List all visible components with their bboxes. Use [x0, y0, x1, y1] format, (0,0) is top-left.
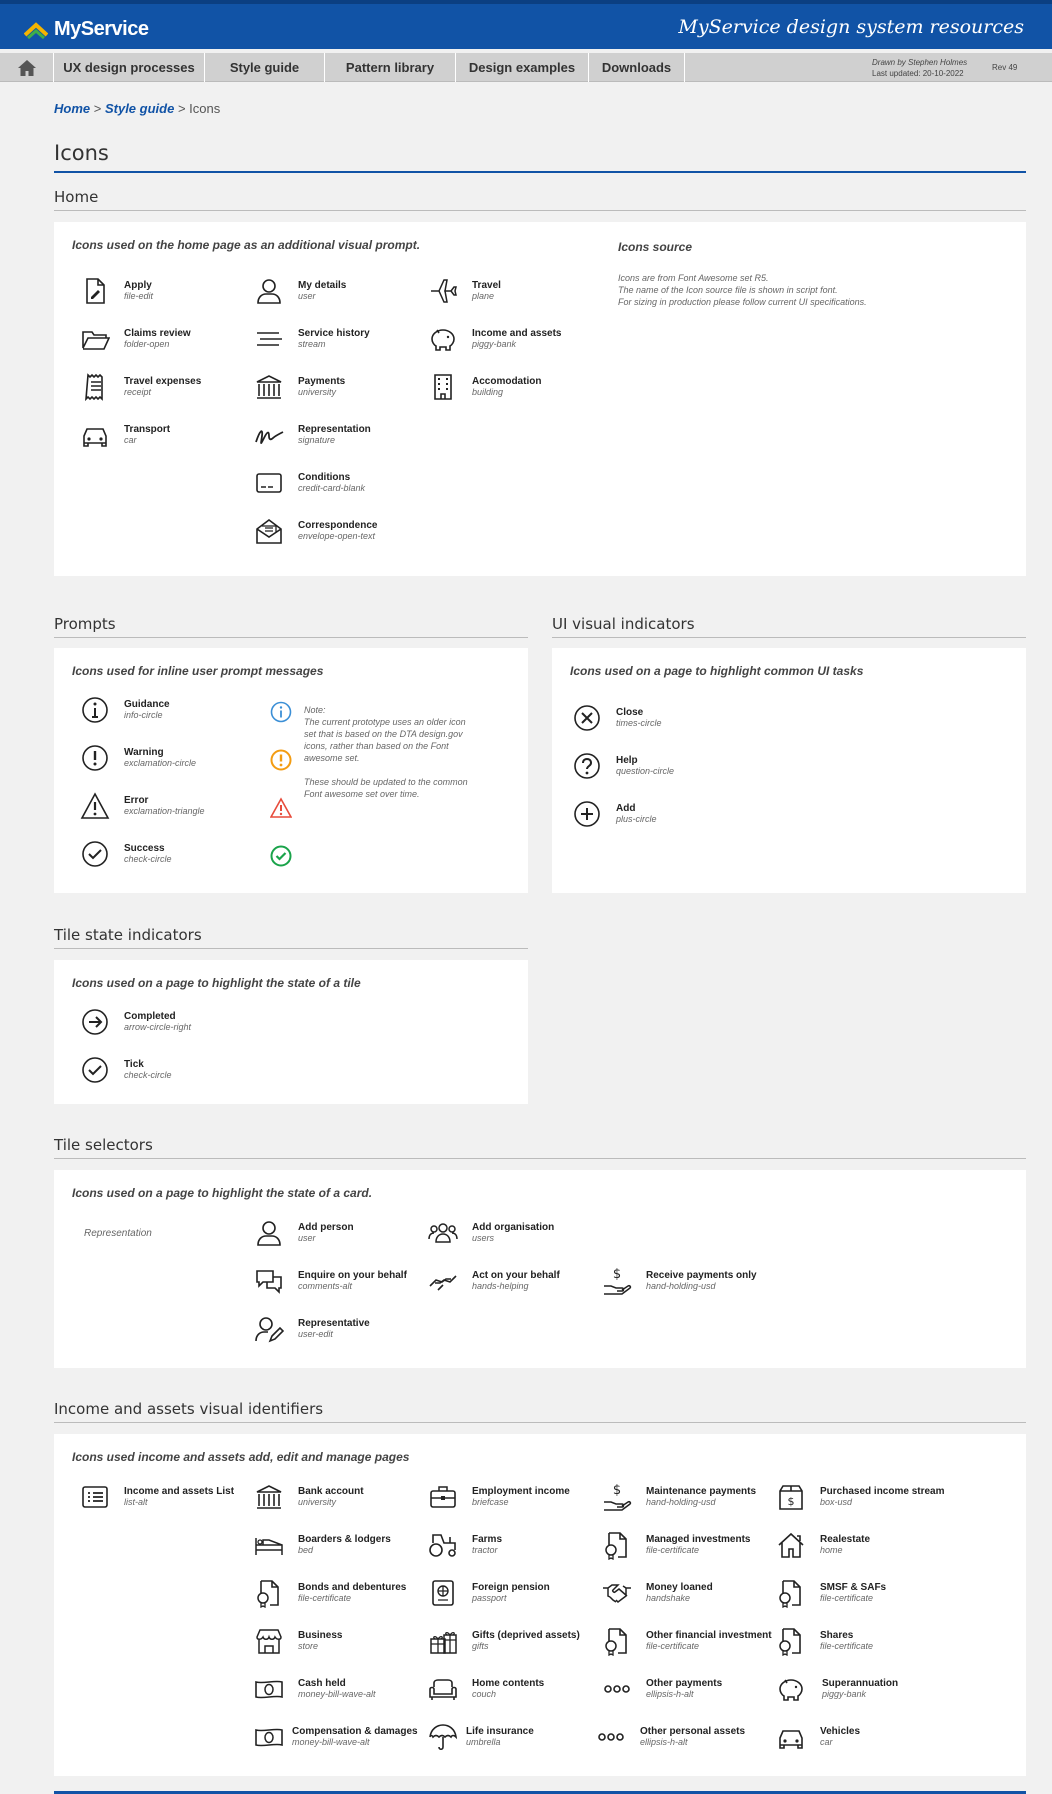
app-header: [0, 0, 1052, 49]
icon-source: users: [472, 1233, 495, 1243]
breadcrumb-current: Icons: [189, 101, 221, 116]
breadcrumb: [54, 101, 220, 116]
passport-icon: [428, 1578, 458, 1608]
icon-source: question-circle: [616, 766, 675, 776]
main-nav: [0, 53, 1052, 82]
icon-source: check-circle: [124, 854, 172, 864]
page-title: Icons: [54, 141, 1026, 173]
icon-label: Bonds and debentures: [298, 1582, 407, 1593]
ui-indicators-card: [552, 648, 1026, 893]
section-ui-indicators-title: UI visual indicators: [552, 615, 1026, 638]
icon-shares: [776, 1626, 873, 1656]
app-name: MyService: [54, 18, 149, 40]
file-certificate-icon: [254, 1578, 284, 1608]
icon-label: Guidance: [124, 699, 170, 710]
icon-label: Managed investments: [646, 1534, 751, 1545]
breadcrumb-sep: >: [93, 101, 102, 116]
piggy-bank-icon: [776, 1674, 806, 1704]
icon-source: exclamation-circle: [124, 758, 197, 768]
icon-source: handshake: [646, 1593, 691, 1603]
prompts-heading: Icons used for inline user prompt messages: [72, 664, 324, 678]
icon-source: comments-alt: [298, 1281, 353, 1291]
success-colored-icon: [270, 845, 292, 867]
icon-source: umbrella: [466, 1737, 501, 1747]
gifts-icon: [428, 1626, 458, 1656]
icon-money-loaned: [602, 1578, 713, 1608]
icon-label: Correspondence: [298, 520, 378, 531]
icon-tick: [80, 1055, 172, 1085]
icon-label: Compensation & damages: [292, 1726, 418, 1737]
umbrella-icon: [428, 1722, 458, 1752]
icon-apply: [80, 276, 153, 306]
ui-heading: Icons used on a page to highlight common UI tasks: [570, 664, 864, 678]
car-icon: [776, 1722, 806, 1752]
icon-label: Other financial investment: [646, 1630, 772, 1641]
couch-icon: [428, 1674, 458, 1704]
home-icons-card: [54, 222, 1026, 576]
file-certificate-icon: [602, 1530, 632, 1560]
icon-label: Income and assets: [472, 328, 562, 339]
handshake-icon: [602, 1578, 632, 1608]
home-heading: Icons used on the home page as an additional visual prompt.: [72, 238, 421, 252]
icon-travel-expenses: [80, 372, 201, 402]
ellipsis-icon: [596, 1722, 626, 1752]
icon-source: bed: [298, 1545, 314, 1555]
icon-source: folder-open: [124, 339, 170, 349]
icon-label: Life insurance: [466, 1726, 534, 1737]
icon-farms: [428, 1530, 502, 1560]
breadcrumb-home[interactable]: Home: [54, 101, 91, 116]
icon-label: Business: [298, 1630, 343, 1641]
icon-accomodation: [428, 372, 541, 402]
icon-act-on-behalf: [428, 1266, 560, 1296]
icon-claims-review: [80, 324, 191, 354]
icon-source: file-certificate: [820, 1593, 874, 1603]
icon-source: university: [298, 387, 337, 397]
plus-circle-icon: [572, 799, 602, 829]
note-text: These should be updated to the common Font awesome set over time.: [304, 777, 468, 799]
icon-label: Employment income: [472, 1486, 570, 1497]
icon-label: Other personal assets: [640, 1726, 746, 1737]
icon-label: Vehicles: [820, 1726, 861, 1737]
icon-add: [572, 799, 657, 829]
icon-correspondence: [254, 516, 377, 546]
building-icon: [428, 372, 458, 402]
icon-purchased-income: [776, 1482, 945, 1512]
source-line: Icons are from Font Awesome set R5.: [618, 273, 769, 283]
icon-bonds: [254, 1578, 406, 1608]
icon-transport: [80, 420, 170, 450]
icon-representative: [254, 1314, 370, 1344]
myservice-chevron-icon: [24, 21, 48, 39]
representation-group-label: Representation: [84, 1228, 152, 1239]
section-prompts-title: Prompts: [54, 615, 528, 638]
icon-source: briefcase: [472, 1497, 509, 1507]
hand-holding-usd-icon: [602, 1266, 632, 1296]
icon-service-history: [254, 324, 370, 354]
icon-label: Claims review: [124, 328, 191, 339]
icon-source: car: [124, 435, 137, 445]
icon-success: [80, 839, 172, 869]
nav-pattern-library[interactable]: Pattern library: [325, 53, 456, 82]
home-icon: [776, 1530, 806, 1560]
icon-warning: [80, 743, 196, 773]
file-certificate-icon: [776, 1626, 806, 1656]
icon-label: SMSF & SAFs: [820, 1582, 887, 1593]
icon-source: piggy-bank: [472, 339, 517, 349]
envelope-open-icon: [254, 516, 284, 546]
tile-state-heading: Icons used on a page to highlight the state of a tile: [72, 976, 361, 990]
section-income-title: Income and assets visual identifiers: [54, 1400, 1026, 1423]
check-circle-icon: [80, 1055, 110, 1085]
prompts-note: [304, 704, 479, 800]
icon-label: Representative: [298, 1318, 370, 1329]
file-edit-icon: [80, 276, 110, 306]
icon-source: ellipsis-h-alt: [640, 1737, 688, 1747]
money-bill-icon: [254, 1722, 284, 1752]
icon-income-list: [80, 1482, 234, 1512]
icon-income-assets: [428, 324, 561, 354]
nav-meta: [872, 57, 967, 79]
question-circle-icon: [572, 751, 602, 781]
icon-error: [80, 791, 205, 821]
icon-source: credit-card-blank: [298, 483, 366, 493]
store-icon: [254, 1626, 284, 1656]
list-alt-icon: [80, 1482, 110, 1512]
icon-source: car: [820, 1737, 833, 1747]
comments-icon: [254, 1266, 284, 1296]
piggy-bank-icon: [428, 324, 458, 354]
icon-payments: [254, 372, 345, 402]
icon-boarders: [254, 1530, 391, 1560]
icon-source: stream: [298, 339, 326, 349]
icon-source: file-edit: [124, 291, 154, 301]
nav-style-guide[interactable]: Style guide: [205, 53, 325, 82]
icon-label: Help: [616, 755, 638, 766]
icon-label: Add: [616, 803, 636, 814]
university-icon: [254, 1482, 284, 1512]
icon-label: Other payments: [646, 1678, 723, 1689]
icon-source: signature: [298, 435, 336, 445]
times-circle-icon: [572, 703, 602, 733]
source-line: The name of the Icon source file is shown in script font.: [618, 285, 838, 295]
icon-label: Transport: [124, 424, 171, 435]
icon-home-contents: [428, 1674, 544, 1704]
icon-representation: [254, 420, 371, 450]
exclamation-circle-icon: [80, 743, 110, 773]
icon-label: Representation: [298, 424, 371, 435]
icon-receive-payments: [602, 1266, 757, 1296]
note-text: The current prototype uses an older icon set that is based on the DTA design.gov icons, rather than based on the Font awesome set.: [304, 717, 466, 763]
icon-label: Travel expenses: [124, 376, 202, 387]
file-certificate-icon: [776, 1578, 806, 1608]
icon-source: receipt: [124, 387, 152, 397]
icon-cash-held: [254, 1674, 376, 1704]
ellipsis-icon: [602, 1674, 632, 1704]
icon-source: hands-helping: [472, 1281, 529, 1291]
breadcrumb-sep: >: [177, 101, 186, 116]
user-icon: [254, 1218, 284, 1248]
icon-label: Realestate: [820, 1534, 871, 1545]
nav-design-examples[interactable]: Design examples: [456, 53, 589, 82]
icon-source: check-circle: [124, 1070, 172, 1080]
icon-guidance: [80, 695, 170, 725]
icon-source: arrow-circle-right: [124, 1022, 192, 1032]
section-tile-state-title: Tile state indicators: [54, 926, 528, 949]
icon-source: piggy-bank: [822, 1689, 867, 1699]
income-card: [54, 1434, 1026, 1776]
icon-label: Conditions: [298, 472, 351, 483]
icon-compensation: [254, 1722, 418, 1752]
icon-other-payments: [602, 1674, 722, 1704]
icon-source: money-bill-wave-alt: [298, 1689, 376, 1699]
icon-source: user: [298, 291, 316, 301]
receipt-icon: [80, 372, 110, 402]
tractor-icon: [428, 1530, 458, 1560]
icon-label: Cash held: [298, 1678, 346, 1689]
icon-source: ellipsis-h-alt: [646, 1689, 694, 1699]
icon-source: file-certificate: [646, 1641, 700, 1651]
info-circle-icon: [80, 695, 110, 725]
icon-vehicles: [776, 1722, 860, 1752]
icon-label: Money loaned: [646, 1582, 713, 1593]
header-title: MyService design system resources: [678, 16, 1024, 38]
file-certificate-icon: [602, 1626, 632, 1656]
icon-label: Warning: [124, 747, 164, 758]
users-icon: [428, 1218, 458, 1248]
icon-source: hand-holding-usd: [646, 1281, 716, 1291]
icon-source: file-certificate: [820, 1641, 874, 1651]
icon-label: Service history: [298, 328, 370, 339]
last-updated: Last updated: 20-10-2022: [872, 69, 964, 78]
nav-home[interactable]: [0, 53, 54, 82]
breadcrumb-style-guide[interactable]: Style guide: [104, 101, 175, 116]
university-icon: [254, 372, 284, 402]
home-icon: [17, 59, 37, 77]
icon-source: couch: [472, 1689, 497, 1699]
folder-open-icon: [80, 324, 110, 354]
icon-source: hand-holding-usd: [646, 1497, 716, 1507]
icon-gifts: [428, 1626, 580, 1656]
icon-help: [572, 751, 674, 781]
arrow-circle-right-icon: [80, 1007, 110, 1037]
income-heading: Icons used income and assets add, edit and manage pages: [72, 1450, 410, 1464]
icon-label: Tick: [124, 1059, 144, 1070]
nav-ux-design[interactable]: UX design processes: [54, 53, 205, 82]
icon-label: Enquire on your behalf: [298, 1270, 407, 1281]
icon-superannuation: [776, 1674, 898, 1704]
icon-source: university: [298, 1497, 337, 1507]
prompts-card: [54, 648, 528, 893]
icon-source: exclamation-triangle: [124, 806, 205, 816]
tile-selectors-heading: Icons used on a page to highlight the state of a card.: [72, 1186, 373, 1200]
icon-label: Foreign pension: [472, 1582, 550, 1593]
icon-other-personal-assets: [596, 1722, 745, 1752]
source-line: For sizing in production please follow current UI specifications.: [618, 297, 867, 307]
icon-source: times-circle: [616, 718, 662, 728]
icon-source: list-alt: [124, 1497, 148, 1507]
drawn-by: Drawn by Stephen Holmes: [872, 58, 968, 67]
credit-card-icon: [254, 468, 284, 498]
tile-state-card: [54, 960, 528, 1104]
plane-icon: [428, 276, 458, 306]
car-icon: [80, 420, 110, 450]
icon-source: envelope-open-text: [298, 531, 376, 541]
user-icon: [254, 276, 284, 306]
icon-label: Boarders & lodgers: [298, 1534, 391, 1545]
user-edit-icon: [254, 1314, 284, 1344]
icon-label: Accomodation: [472, 376, 542, 387]
icon-label: My details: [298, 280, 347, 291]
icon-source: tractor: [472, 1545, 498, 1555]
icon-source: store: [298, 1641, 319, 1651]
icon-add-person: [254, 1218, 354, 1248]
icon-source: info-circle: [124, 710, 163, 720]
icon-source: passport: [472, 1593, 507, 1603]
icons-source-title: Icons source: [618, 240, 693, 254]
icon-label: Apply: [124, 280, 152, 291]
icon-conditions: [254, 468, 365, 498]
icon-label: Bank account: [298, 1486, 364, 1497]
section-home-title: Home: [54, 188, 1026, 211]
icon-label: Receive payments only: [646, 1270, 757, 1281]
briefcase-icon: [428, 1482, 458, 1512]
logo[interactable]: [24, 18, 148, 41]
hand-holding-usd-icon: [602, 1482, 632, 1512]
icon-label: Gifts (deprived assets): [472, 1630, 580, 1641]
icon-source: building: [472, 387, 504, 397]
warning-colored-icon: [270, 749, 292, 771]
icon-label: Superannuation: [822, 1678, 899, 1689]
icon-label: Error: [124, 795, 149, 806]
icon-source: plane: [472, 291, 495, 301]
icon-source: file-certificate: [646, 1545, 700, 1555]
icons-source-note: [618, 272, 867, 308]
icon-source: user-edit: [298, 1329, 333, 1339]
icon-label: Shares: [820, 1630, 854, 1641]
icon-label: Act on your behalf: [472, 1270, 560, 1281]
bed-icon: [254, 1530, 284, 1560]
icon-foreign-pension: [428, 1578, 550, 1608]
icon-source: box-usd: [820, 1497, 853, 1507]
note-label: Note:: [304, 705, 326, 715]
icon-add-organisation: [428, 1218, 554, 1248]
section-tile-selectors-title: Tile selectors: [54, 1136, 1026, 1159]
tile-selectors-card: [54, 1170, 1026, 1368]
hands-helping-icon: [428, 1266, 458, 1296]
revision: Rev 49: [992, 63, 1018, 72]
icon-enquire: [254, 1266, 407, 1296]
icon-label: Income and assets List: [124, 1486, 235, 1497]
icon-label: Completed: [124, 1011, 176, 1022]
icon-realestate: [776, 1530, 870, 1560]
icon-close: [572, 703, 662, 733]
icon-label: Add person: [298, 1222, 354, 1233]
nav-downloads[interactable]: Downloads: [589, 53, 685, 82]
icon-label: Payments: [298, 376, 346, 387]
icon-label: Home contents: [472, 1678, 545, 1689]
info-colored-icon: [270, 701, 292, 723]
icon-completed: [80, 1007, 191, 1037]
icon-smsf: [776, 1578, 886, 1608]
icon-source: gifts: [472, 1641, 489, 1651]
error-colored-icon: [270, 797, 292, 819]
icon-label: Close: [616, 707, 644, 718]
icon-label: Farms: [472, 1534, 503, 1545]
icon-my-details: [254, 276, 346, 306]
icon-source: file-certificate: [298, 1593, 352, 1603]
check-circle-icon: [80, 839, 110, 869]
icon-source: plus-circle: [616, 814, 657, 824]
icon-label: Travel: [472, 280, 501, 291]
exclamation-triangle-icon: [80, 791, 110, 821]
icon-bank-account: [254, 1482, 364, 1512]
icon-maintenance-payments: [602, 1482, 756, 1512]
stream-icon: [254, 324, 284, 354]
icon-label: Success: [124, 843, 165, 854]
icon-label: Maintenance payments: [646, 1486, 757, 1497]
icon-managed-investments: [602, 1530, 750, 1560]
icon-travel: [428, 276, 501, 306]
icon-business: [254, 1626, 342, 1656]
signature-icon: [254, 420, 284, 450]
icon-label: Add organisation: [472, 1222, 555, 1233]
icon-employment-income: [428, 1482, 570, 1512]
icon-source: money-bill-wave-alt: [292, 1737, 370, 1747]
money-bill-icon: [254, 1674, 284, 1704]
icon-source: home: [820, 1545, 843, 1555]
icon-life-insurance: [428, 1722, 534, 1752]
icon-label: Purchased income stream: [820, 1486, 945, 1497]
icon-source: user: [298, 1233, 316, 1243]
box-usd-icon: [776, 1482, 806, 1512]
icon-other-financial: [602, 1626, 772, 1656]
